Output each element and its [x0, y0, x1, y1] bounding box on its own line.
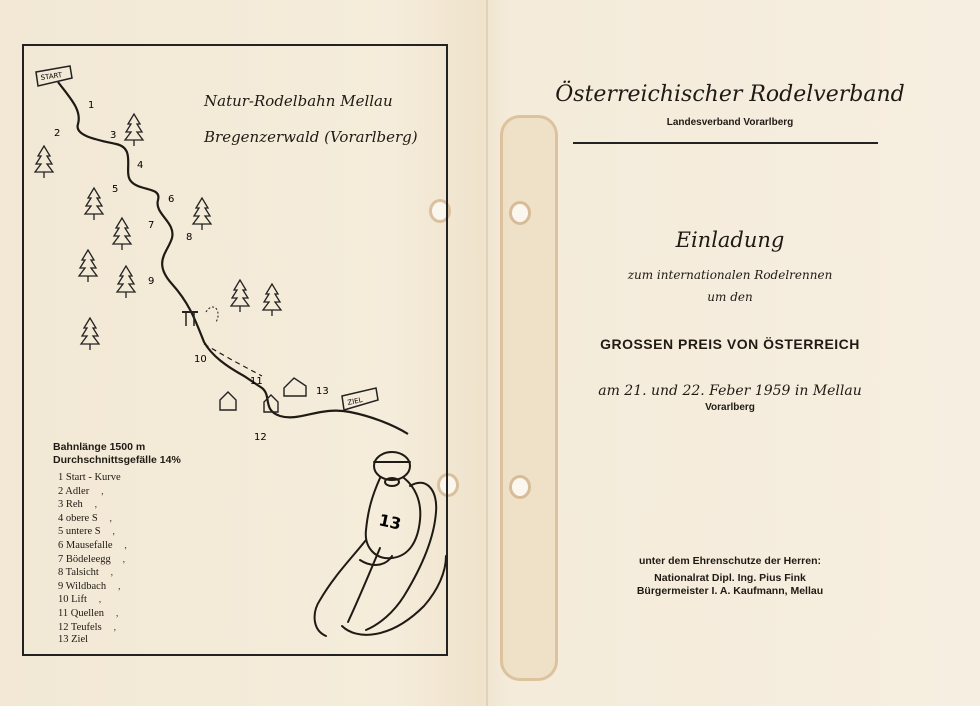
tree-icon — [125, 114, 143, 146]
legend-item — [58, 498, 147, 512]
ditto-mark: , — [115, 607, 119, 618]
curve-legend — [58, 472, 147, 647]
tree-icon — [231, 280, 249, 312]
ditto-mark: , — [118, 580, 121, 591]
start-sign — [36, 66, 72, 86]
ditto-mark: , — [122, 553, 126, 564]
track-point-number: 11 — [250, 376, 263, 387]
event-line: zum internationalen Rodelrennen — [627, 268, 833, 282]
ziel-sign-text: ZIEL — [346, 395, 364, 407]
legend-label: 11 Quellen — [58, 607, 104, 619]
tree-icon — [117, 266, 135, 298]
track-length: Bahnlänge 1500 m — [53, 441, 146, 453]
legend-label: 12 Teufels — [58, 621, 102, 633]
house-icon — [220, 378, 306, 412]
legend-item — [58, 485, 147, 499]
legend-item — [58, 525, 147, 539]
tree-icon — [85, 188, 103, 220]
tree-icon — [35, 146, 53, 178]
tree-icon — [263, 284, 281, 316]
track-point-number: 3 — [110, 130, 117, 141]
einladung-heading: Einladung — [675, 228, 785, 252]
grand-prix-title: GROSSEN PREIS VON ÖSTERREICH — [600, 336, 860, 352]
tree-icon — [113, 218, 131, 250]
patron-1: Nationalrat Dipl. Ing. Pius Fink — [654, 572, 806, 584]
legend-item — [58, 566, 147, 580]
tree-icon — [35, 114, 281, 350]
ditto-mark: , — [94, 499, 98, 510]
legend-item — [58, 539, 147, 553]
map-title-line1: Natur-Rodelbahn Mellau — [204, 92, 393, 110]
title-divider — [573, 142, 878, 144]
start-sign-text: START — [40, 71, 63, 82]
legend-item — [58, 607, 147, 621]
track-stats — [53, 441, 181, 467]
legend-item — [58, 512, 147, 526]
legend-item — [58, 580, 147, 594]
patronage-heading: unter dem Ehrenschutze der Herren: — [638, 555, 822, 567]
tree-icon — [79, 250, 97, 282]
track-point-number: 12 — [254, 432, 267, 443]
track-point-number: 13 — [316, 386, 329, 397]
ditto-mark: , — [113, 621, 116, 632]
legend-label: 10 Lift — [58, 594, 87, 606]
legend-item — [58, 472, 147, 485]
track-gradient: Durchschnittsgefälle 14% — [53, 454, 181, 466]
ditto-mark: , — [124, 539, 127, 550]
legend-label: 2 Adler — [58, 485, 90, 497]
legend-item — [58, 593, 147, 607]
legend-label: 13 Ziel — [58, 634, 89, 646]
track-point-numbers — [54, 100, 329, 443]
rodel-rider-illustration — [315, 452, 446, 636]
track-point-number: 5 — [112, 184, 119, 195]
landesverband: Landesverband Vorarlberg — [666, 117, 794, 128]
legend-label: 6 Mausefalle — [58, 539, 113, 551]
tree-icon — [81, 318, 99, 350]
ditto-mark: , — [109, 512, 112, 523]
ditto-mark: , — [110, 567, 114, 578]
legend-item — [58, 553, 147, 567]
verband-title: Österreichischer Rodelverband — [555, 82, 905, 107]
ditto-mark: , — [101, 485, 104, 496]
legend-label: 8 Talsicht — [58, 567, 99, 579]
track-point-number: 8 — [186, 232, 193, 243]
um-den-line: um den — [707, 290, 753, 304]
track-point-number: 1 — [88, 100, 95, 111]
event-region: Vorarlberg — [705, 402, 755, 413]
track-point-number: 9 — [148, 276, 155, 287]
track-point-number: 2 — [54, 128, 61, 139]
legend-item — [58, 621, 147, 635]
ditto-mark: , — [98, 594, 102, 605]
legend-label: 4 obere S — [58, 512, 98, 524]
tree-icon — [193, 198, 211, 230]
event-date: am 21. und 22. Feber 1959 in Mellau — [598, 383, 862, 399]
track-point-number: 6 — [168, 194, 175, 205]
ziel-sign — [342, 388, 378, 410]
rider-bib-number: 13 — [377, 510, 403, 534]
legend-label: 9 Wildbach — [58, 580, 107, 592]
track-detour — [206, 307, 218, 322]
lift-line — [204, 344, 262, 376]
ditto-mark: , — [112, 526, 115, 537]
legend-label: 7 Bödeleegg — [58, 553, 111, 565]
legend-item — [58, 634, 147, 647]
track-point-number: 4 — [137, 160, 144, 171]
legend-label: 5 untere S — [58, 526, 101, 538]
map-title-line2: Bregenzerwald (Vorarlberg) — [204, 128, 418, 146]
legend-label: 3 Reh — [58, 499, 83, 511]
track-point-number: 10 — [194, 354, 207, 365]
patron-2: Bürgermeister I. A. Kaufmann, Mellau — [636, 585, 824, 597]
legend-label: 1 Start - Kurve — [58, 472, 121, 483]
track-point-number: 7 — [148, 220, 155, 231]
